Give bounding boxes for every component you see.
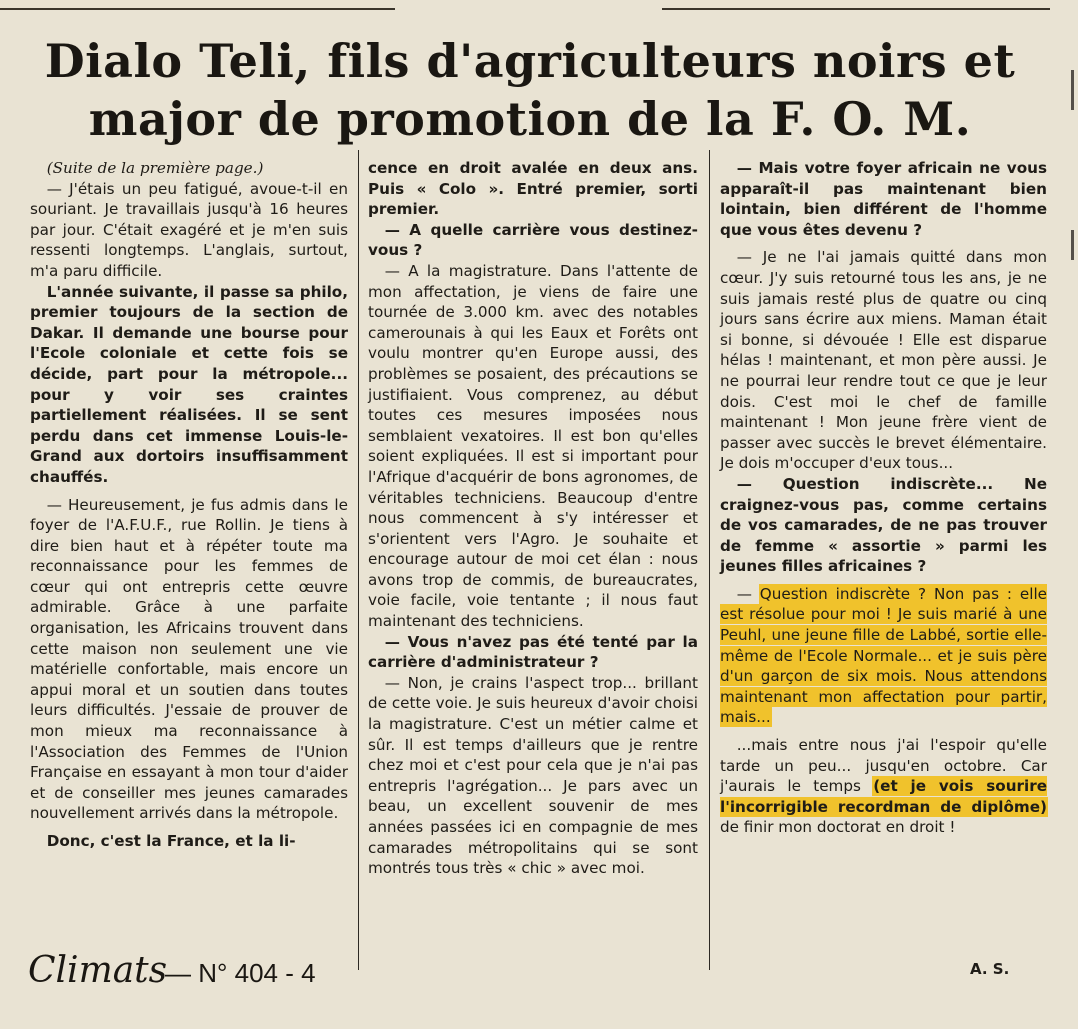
article-column-2 bbox=[368, 158, 698, 879]
paragraph-bold: Donc, c'est la France, et la li- bbox=[46, 832, 296, 850]
paragraph-bold: L'année suivante, il passe sa philo, premier toujours de la section de Dakar. Il demande une bourse pour l'Ecole coloniale et cette fois se décide, part pour la métropole... pour y voir ses craintes partiellement réalisées. Il se sent perdu dans cet immense Louis-le-Grand aux dortoirs insuffisamment chauffés. bbox=[30, 282, 348, 486]
paragraph: — Heureusement, je fus admis dans le foyer de l'A.F.U.F., rue Rollin. Je tiens à dire bien haut et à répéter toute ma reconnaissance pour les femmes de cœur qui ont entrepris cette œuvre admirable. Grâce à une parfaite organisation, les Africains trouvent dans cette maison non seulement une vie matérielle confortable, mais encore un appui moral et un soutien dans toutes leurs difficultés. J'essaie de prouver de mon mieux ma reconnaissance à l'Association des Femmes de l'Union Française en essayant à mon tour d'aider et de conseiller mes jeunes camarades nouvellement arrivés dans la métropole. bbox=[30, 495, 348, 823]
dash: — bbox=[736, 584, 760, 603]
edge-mark bbox=[1071, 70, 1074, 110]
highlighted-text: Question indiscrète ? Non pas : elle est résolue pour moi ! Je suis marié à une Peuhl, une jeune fille de Labbé, sortie elle-même de l'Ecole Normale... et je suis père d'un garçon de six mois. Nous attendons maintenant mon affectation pour partir, mais... bbox=[720, 584, 1048, 727]
interview-question: — A quelle carrière vous destinez-vous ? bbox=[368, 220, 698, 260]
paragraph: — J'étais un peu fatigué, avoue-t-il en souriant. Je travaillais jusqu'à 16 heures par jour. C'était exagéré et je m'en suis ressenti longtemps. L'anglais, surtout, m'a paru difficile. bbox=[30, 179, 348, 280]
continuation-caption: (Suite de la première page.) bbox=[46, 159, 264, 177]
edge-mark bbox=[1071, 230, 1074, 260]
highlighted-paragraph bbox=[720, 584, 1047, 728]
article-headline bbox=[0, 32, 1060, 148]
article-column-1 bbox=[30, 158, 348, 852]
paragraph: — A la magistrature. Dans l'attente de mon affectation, je viens de faire une tournée de 3.000 km. avec des notables camerounais à qui les Eaux et Forêts ont voulu montrer qu'en Europe aussi, des problèmes se posaient, des précautions se justifiaient. Vous comprenez, au début toutes ces mesures imposées nous semblaient vexatoires. Il est bon qu'elles soient expliquées. Il est si important pour l'Afrique d'acquérir de bons agronomes, de véritables techniciens. Beaucoup d'entre nous commencent à s'y intéresser et s'orientent vers l'Agro. Je souhaite et encourage autour de moi cet élan : nous avons trop de commis, de bureaucrates, voie facile, voie tentante ; il nous faut maintenant des techniciens. bbox=[368, 261, 698, 631]
column-divider bbox=[709, 150, 710, 970]
paragraph bbox=[720, 735, 1047, 838]
headline-line-2: major de promotion de la F. O. M. bbox=[88, 92, 972, 146]
author-signature: A. S. bbox=[970, 960, 1010, 978]
paragraph: — Je ne l'ai jamais quitté dans mon cœur. J'y suis retourné tous les ans, je ne suis jamais resté plus de quatre ou cinq jours sans écrire aux miens. Maman était si bonne, si dévouée ! Elle est disparue hélas ! maintenant, et mon père aussi. Je ne pourrai leur rendre tout ce que je leur dois. C'est moi le chef de famille maintenant ! Mon jeune frère vient de passer avec succès le brevet élémentaire. Je dois m'occuper d'eux tous... bbox=[720, 248, 1047, 473]
interview-question: — Question indiscrète... Ne craignez-vous pas, comme certains de vos camarades, de ne pas trouver de femme « assortie » parmi les jeunes filles africaines ? bbox=[720, 474, 1047, 576]
interview-question: — Mais votre foyer africain ne vous apparaît-il pas maintenant bien lointain, bien différent de l'homme que vous êtes devenu ? bbox=[720, 159, 1047, 239]
paragraph-bold: cence en droit avalée en deux ans. Puis « Colo ». Entré premier, sorti premier. bbox=[368, 159, 698, 219]
headline-line-1: Dialo Teli, fils d'agriculteurs noirs et bbox=[44, 34, 1016, 88]
issue-number: — N° 404 - 4 bbox=[165, 958, 316, 988]
publication-name: Climats bbox=[28, 950, 168, 991]
interview-question: — Vous n'avez pas été tenté par la carrière d'administrateur ? bbox=[368, 632, 698, 672]
text: ...mais entre nous j'ai l'espoir qu'elle tarde un peu... jusqu'en octobre. Car j'aurais le temps bbox=[720, 736, 1047, 796]
text: de finir mon doctorat en droit ! bbox=[720, 818, 956, 837]
column-divider bbox=[358, 150, 359, 970]
top-rule-right bbox=[662, 8, 1050, 10]
highlighted-text: (et je vois sourire l'incorrigible recordman de diplôme) bbox=[720, 777, 1047, 816]
article-column-3 bbox=[720, 158, 1047, 838]
paragraph: — Non, je crains l'aspect trop... brillant de cette voie. Je suis heureux d'avoir choisi la magistrature. C'est un métier calme et sûr. Il est temps d'ailleurs que je rentre chez moi et c'est pour cela que je n'ai pas entrepris l'agrégation... Je pars avec un beau, un excellent souvenir de mes années passées ici en compagnie de mes camarades métropolitains qui se sont montrés tous très « chic » avec moi. bbox=[368, 673, 698, 878]
top-rule-left bbox=[0, 8, 395, 10]
